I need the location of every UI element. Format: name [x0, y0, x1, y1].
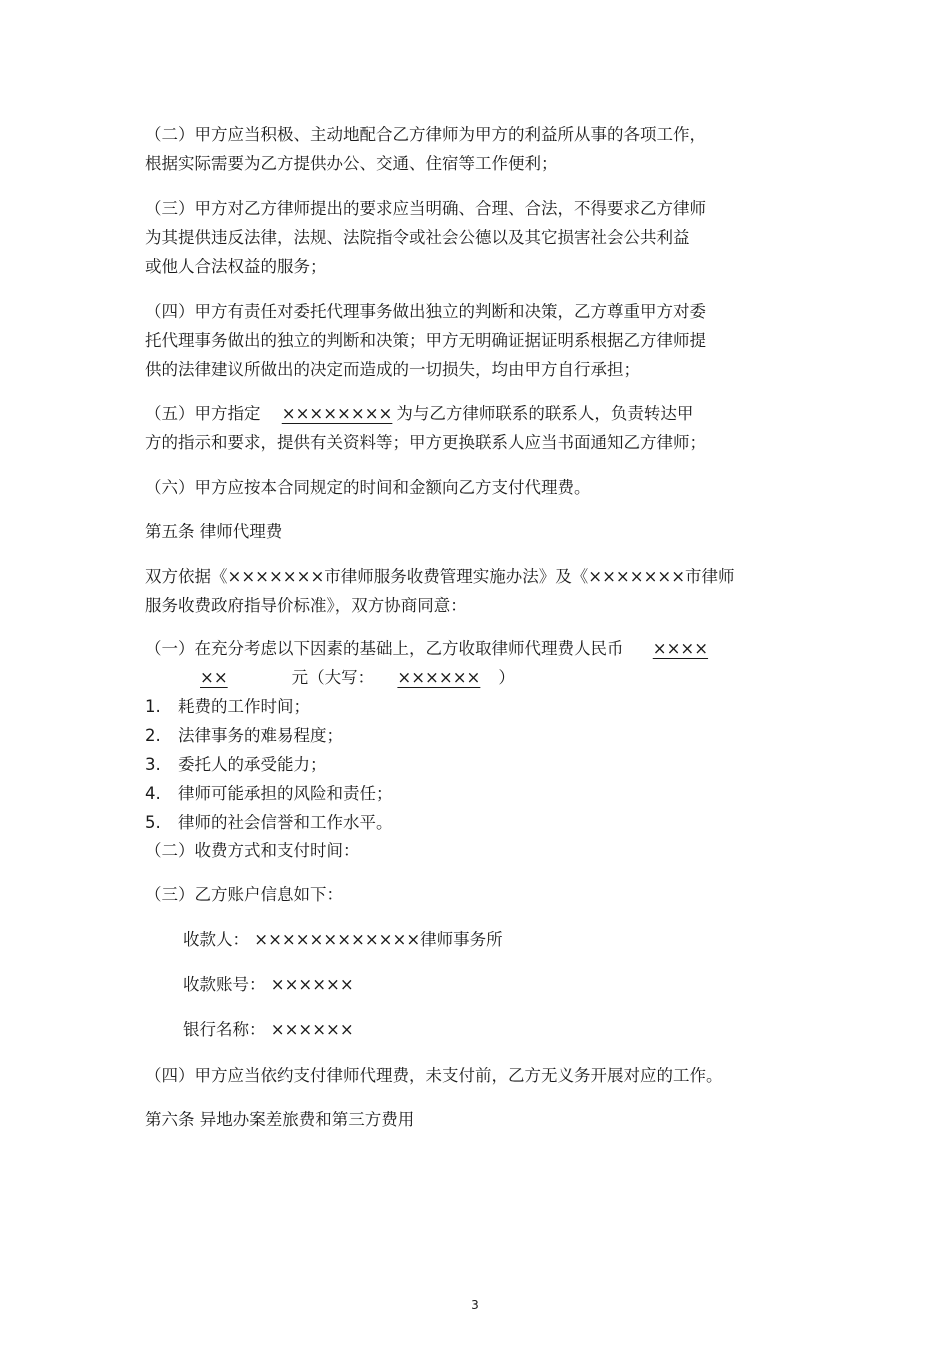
payee-line: 收款人： ××××××××××××律师事务所 [183, 930, 503, 949]
fee-factor-item [145, 812, 393, 834]
fee-factor-text: 委托人的承受能力； [178, 755, 327, 774]
fee-amount-blank-part-2: ×× [200, 668, 228, 687]
clause-4-6: （六）甲方应按本合同规定的时间和金额向乙方支付代理费。 [145, 478, 591, 497]
fee-factor-number: 5. [145, 813, 161, 832]
payment-method-clause: （二）收费方式和支付时间： [145, 841, 360, 860]
fee-factor-number: 2. [145, 726, 161, 745]
page-number: 3 [471, 1298, 479, 1312]
fee-factor-text: 律师的社会信誉和工作水平。 [178, 813, 393, 832]
clause-4-5-line-1 [145, 403, 693, 425]
fee-clause-line-1 [145, 638, 712, 660]
fee-factor-item [145, 783, 393, 805]
fee-payment-obligation-clause: （四）甲方应当依约支付律师代理费，未支付前，乙方无义务开展对应的工作。 [145, 1066, 723, 1085]
clause-4-2-line-2: 根据实际需要为乙方提供办公、交通、住宿等工作便利； [145, 154, 558, 173]
clause-4-4-line-3: 供的法律建议所做出的决定而造成的一切损失，均由甲方自行承担； [145, 360, 640, 379]
fee-factor-text: 法律事务的难易程度； [178, 726, 343, 745]
fee-amount-blank-part-1: ×××× [652, 639, 709, 658]
clause-4-3-line-1: （三）甲方对乙方律师提出的要求应当明确、合理、合法，不得要求乙方律师 [145, 199, 706, 218]
article-5-heading: 第五条 律师代理费 [145, 522, 283, 541]
contact-person-blank: ×××××××× [281, 404, 393, 423]
article-5-intro-line-1: 双方依据《×××××××市律师服务收费管理实施办法》及《×××××××市律师 [145, 567, 735, 586]
fee-factor-item [145, 754, 327, 776]
account-info-clause: （三）乙方账户信息如下： [145, 885, 343, 904]
clause-4-4-line-1: （四）甲方有责任对委托代理事务做出独立的判断和决策，乙方尊重甲方对委 [145, 302, 706, 321]
clause-4-3-line-3: 或他人合法权益的服务； [145, 257, 327, 276]
article-5-intro-line-2: 服务收费政府指导价标准》，双方协商同意： [145, 596, 467, 615]
fee-factor-number: 3. [145, 755, 161, 774]
bank-name-line: 银行名称： ×××××× [183, 1020, 354, 1039]
fee-factor-number: 1. [145, 697, 161, 716]
fee-factor-item [145, 696, 310, 718]
fee-amount-close: ） [498, 668, 515, 687]
clause-4-5-suffix: 为与乙方律师联系的联系人，负责转达甲 [396, 404, 694, 423]
fee-clause-prefix: （一）在充分考虑以下因素的基础上，乙方收取律师代理费人民币 [145, 639, 624, 658]
fee-factor-number: 4. [145, 784, 161, 803]
fee-factor-item [145, 725, 343, 747]
fee-clause-line-2 [200, 667, 515, 689]
clause-4-3-line-2: 为其提供违反法律，法规、法院指令或社会公德以及其它损害社会公共利益 [145, 228, 690, 247]
clause-4-5-prefix: （五）甲方指定 [145, 404, 261, 423]
clause-4-4-line-2: 托代理事务做出的独立的判断和决策；甲方无明确证据证明系根据乙方律师提 [145, 331, 706, 350]
article-6-heading: 第六条 异地办案差旅费和第三方费用 [145, 1110, 415, 1129]
fee-amount-mid: 元（大写： [291, 668, 375, 687]
fee-factor-text: 耗费的工作时间； [178, 697, 310, 716]
account-number-line: 收款账号： ×××××× [183, 975, 354, 994]
clause-4-2-line-1: （二）甲方应当积极、主动地配合乙方律师为甲方的利益所从事的各项工作， [145, 125, 706, 144]
clause-4-5-line-2: 方的指示和要求，提供有关资料等；甲方更换联系人应当书面通知乙方律师； [145, 433, 706, 452]
fee-amount-words-blank: ×××××× [397, 668, 481, 687]
fee-factor-text: 律师可能承担的风险和责任； [178, 784, 393, 803]
